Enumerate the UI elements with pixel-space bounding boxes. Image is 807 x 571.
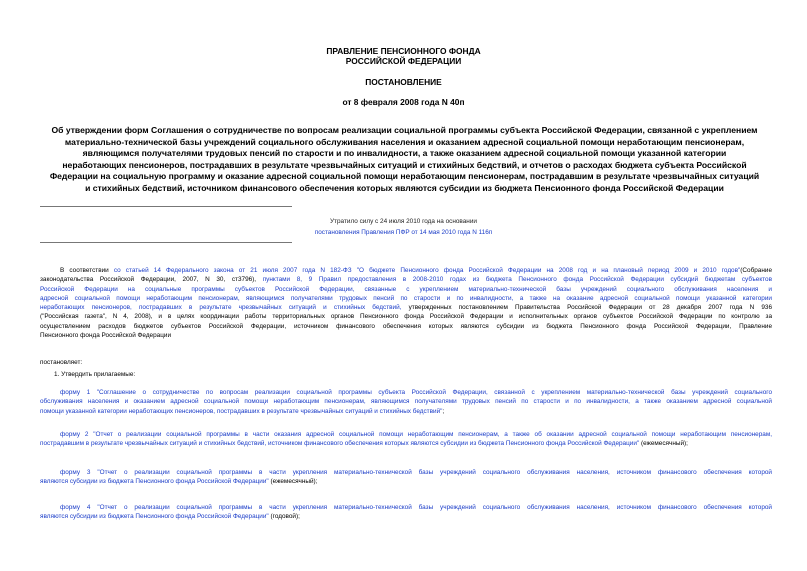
document-title: [34, 125, 775, 195]
form-4-line: являются субсидии из бюджета Пенсионного фонда Российской Федерации" (годовой);: [40, 513, 300, 521]
rules-link[interactable]: Российской Федерации на социальные программы субъектов Российской Федерации, связанные с укреплением материально-технической базы учреждений социального обслуживания населения и: [40, 285, 772, 293]
form-3-link[interactable]: форму 3 "Отчет о реализации социальной программы в части укрепления материально-технической базы учреждений социального обслуживания населения, источником финансового обеспечения которой: [60, 469, 772, 476]
preamble-paragraph: [40, 266, 772, 340]
form-2-item: [40, 430, 772, 449]
status-note-link[interactable]: постановления Правления ПФР от 14 мая 2010 года N 116п: [314, 229, 493, 236]
divider-top: [40, 206, 292, 207]
divider-bottom: [40, 242, 292, 243]
organization-name-line2: РОССИЙСКОЙ ФЕДЕРАЦИИ: [345, 56, 462, 66]
form-1-item: [40, 388, 772, 416]
rules-link[interactable]: пунктами 8, 9 Правил предоставления в 2008-2010 годах из бюджета Пенсионного фонда Российской Федерации субсидий бюджетам субъектов: [262, 276, 772, 284]
form-2-link[interactable]: пострадавшим в результате чрезвычайных ситуаций и стихийных бедствий, источником финансового обеспечения которых являются субсидии из бюджета Пенсионного фонда Российской Федерации": [40, 440, 640, 448]
form-1-link[interactable]: обслуживания населения и оказанием адресной социальной помощи неработающим пенсионерам, являющимся получателями трудовых пенсий по старости и по инвалидности, а также оказанием адресной социальной: [40, 398, 772, 406]
form-3-line: являются субсидии из бюджета Пенсионного фонда Российской Федерации" (ежемесячный);: [40, 478, 318, 486]
form-1-line: помощи указанной категории неработающих пенсионеров, пострадавших в результате чрезвычайных ситуаций и стихийных бедствий";: [40, 407, 445, 415]
title-line: и стихийных бедствий, источником финансового обеспечения которых являются субсидии из бюджета Пенсионного фонда Российской Федерации: [85, 182, 724, 193]
form-4-item: [40, 503, 772, 522]
title-line: Федерации на социальную программу и оказание адресной социальной помощи неработающим пенсионерам, пострадавшим в результате чрезвычайных ситуаций: [49, 171, 760, 182]
form-4-link[interactable]: форму 4 "Отчет о реализации социальной программы в части укрепления материально-технической базы учреждений социального обслуживания населения, источником финансового обеспечения которой: [60, 504, 772, 511]
preamble-line: законодательства Российской Федерации, 2007, N 30, ст3796), пунктами 8, 9 Правил предоставления в 2008-2010 годах из бюджета Пенсионного фонда Российской Федерации субсидий бюджетам субъектов: [40, 276, 772, 284]
status-note-text: Утратило силу с 24 июля 2010 года на основании: [330, 218, 477, 225]
form-1-link[interactable]: форму 1 "Соглашение о сотрудничестве по вопросам реализации социальной программы субъекта Российской Федерации, связанной с укреплением материально-технической базы учреждений социального: [60, 389, 772, 396]
organization-name-line1: ПРАВЛЕНИЕ ПЕНСИОННОГО ФОНДА: [326, 46, 481, 56]
form-1-link[interactable]: помощи указанной категории неработающих пенсионеров, пострадавших в результате чрезвычайных ситуаций и стихийных бедствий": [40, 407, 443, 415]
title-line: Об утверждении форм Соглашения о сотрудничестве по вопросам реализации социальной программы субъекта Российской Федерации, связанной с укреплением: [51, 125, 758, 135]
preamble-line: неработающих пенсионеров, пострадавших в результате чрезвычайных ситуаций и стихийных бедствий, утвержденных постановлением Правительства Российской Федерации от 28 декабря 2007 года N 936: [40, 304, 772, 312]
law-article-link[interactable]: со статьей 14 Федерального закона от 21 июля 2007 года N 182-ФЗ "О бюджете Пенсионного фонда Российской Федерации на 2008 год и на плановый период 2009 и 2010 годов": [113, 267, 741, 274]
title-line: являющимся получателями трудовых пенсий по старости и по инвалидности, а также оказанием адресной социальной помощи указанной категории: [82, 148, 727, 159]
rules-link[interactable]: адресной социальной помощи неработающим пенсионерам, являющимся получателями трудовых пенсий по старости и по инвалидности, а также на оказание адресной социальной помощи указанной категории: [40, 294, 772, 302]
form-3-link[interactable]: являются субсидии из бюджета Пенсионного фонда Российской Федерации": [40, 478, 269, 486]
document-date: от 8 февраля 2008 года N 40п: [342, 97, 465, 107]
preamble-line: осуществлением расходов бюджетов субъектов Российской Федерации, источником финансового обеспечения которых являются субсидии из бюджета Пенсионного фонда Российской Федерации, Правление: [40, 322, 772, 330]
approve-item: 1. Утвердить прилагаемые:: [54, 371, 136, 378]
form-3-item: [40, 468, 772, 487]
preamble-line: В соответствии со статьей 14 Федерального закона от 21 июля 2007 года N 182-ФЗ "О бюджете Пенсионного фонда Российской Федерации на 2008 год и на плановый период 2009 и 2010 годов"(Собрание: [60, 267, 772, 274]
resolves-label: постановляет:: [40, 359, 83, 366]
rules-link[interactable]: неработающих пенсионеров, пострадавших в результате чрезвычайных ситуаций и стихийных бедствий,: [40, 304, 402, 312]
preamble-line: ("Российская газета", N 4, 2008), и в целях координации работы территориальных органов Пенсионного фонда Российской Федерации и исполнительных органов субъектов Российской Федерации по контролю за: [40, 313, 772, 321]
form-4-link[interactable]: являются субсидии из бюджета Пенсионного фонда Российской Федерации": [40, 513, 269, 521]
title-line: материально-технической базы учреждений социального обслуживания населения и оказанием адресной социальной помощи неработающим пенсионерам,: [64, 136, 745, 147]
preamble-line: Пенсионного фонда Российской Федерации: [40, 332, 172, 340]
form-2-line: пострадавшим в результате чрезвычайных ситуаций и стихийных бедствий, источником финансового обеспечения которых являются субсидии из бюджета Пенсионного фонда Российской Федерации" (ежемесячный);: [40, 440, 688, 448]
title-line: неработающих пенсионеров, пострадавших в результате чрезвычайных ситуаций и стихийных бедствий, и отчетов о расходах бюджета субъекта Российской: [62, 159, 747, 170]
document-type: ПОСТАНОВЛЕНИЕ: [365, 77, 442, 87]
form-2-link[interactable]: форму 2 "Отчет о реализации социальной программы в части оказания адресной социальной помощи неработающим пенсионерам, а также об оказании адресной социальной помощи неработающим пенсионерам,: [60, 431, 772, 438]
